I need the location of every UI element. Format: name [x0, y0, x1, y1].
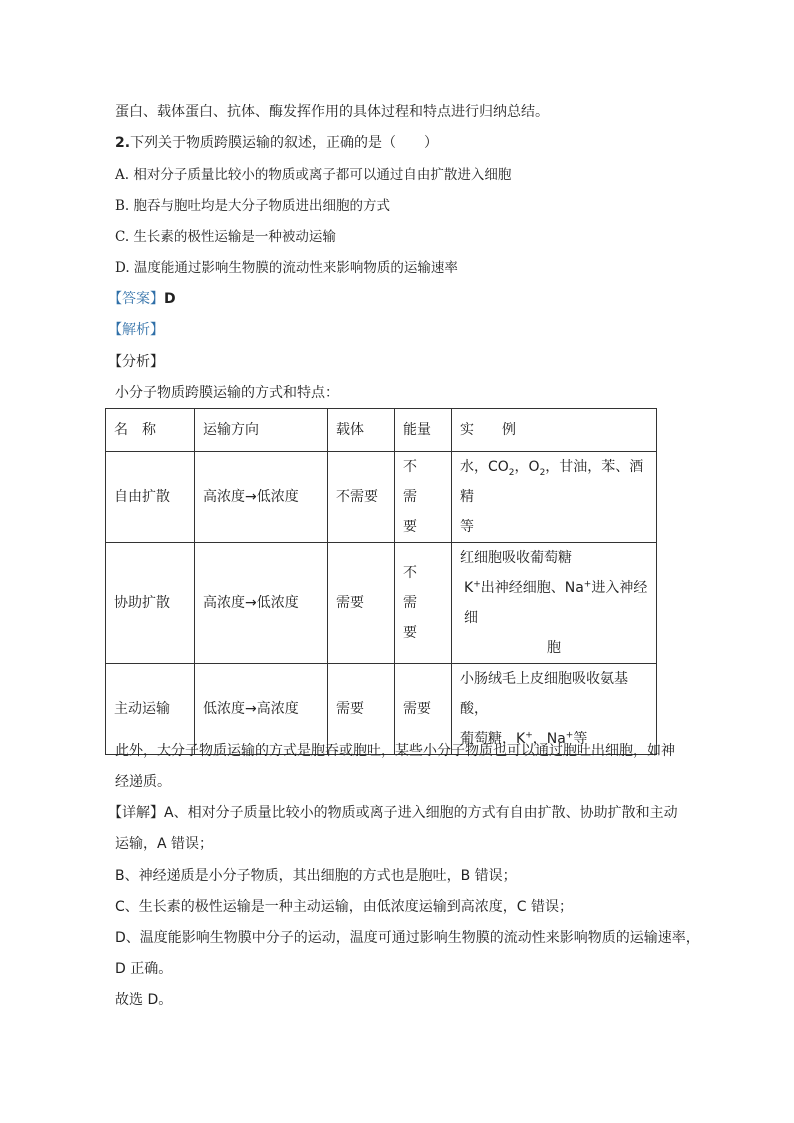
question-stem: 下列关于物质跨膜运输的叙述，正确的是（ ）	[130, 135, 439, 151]
th-carrier: 载体	[328, 409, 395, 452]
ex-sub: 2	[539, 467, 546, 478]
detail-line-2: 运输，A 错误；	[115, 836, 214, 852]
ex-sup: +	[565, 730, 574, 741]
option-b: B. 胞吞与胞吐均是大分子物质进出细胞的方式	[115, 198, 391, 214]
text-line-1: 蛋白、载体蛋白、抗体、酶发挥作用的具体过程和特点进行归纳总结。	[115, 104, 549, 120]
after-table-line-1: 此外，大分子物质运输的方式是胞吞或胞吐，某些小分子物质也可以通过胞吐出细胞，如神	[115, 743, 675, 759]
ex-text: K	[464, 580, 474, 596]
detail-line-1	[108, 803, 678, 823]
detail-tag: 【详解】	[108, 805, 164, 821]
answer-tag: 【答案】	[108, 291, 164, 307]
energy-line-2: 要	[403, 625, 417, 641]
th-name: 名 称	[106, 409, 195, 452]
detail-line-3: B、神经递质是小分子物质，其出细胞的方式也是胞吐，B 错误；	[115, 868, 517, 884]
cell-direction: 低浓度→高浓度	[195, 664, 328, 755]
ex-sup: +	[583, 579, 592, 590]
th-example: 实 例	[452, 409, 657, 452]
cell-carrier: 需要	[328, 664, 395, 755]
answer-value: D	[164, 291, 176, 307]
table-row	[106, 452, 657, 543]
cell-name: 自由扩散	[106, 452, 195, 543]
cell-direction: 高浓度→低浓度	[195, 543, 328, 664]
th-direction: 运输方向	[195, 409, 328, 452]
transport-table	[105, 408, 657, 755]
example-line-1	[460, 452, 648, 512]
th-energy: 能量	[395, 409, 452, 452]
ex-sup: +	[473, 579, 481, 590]
example-line-2: 等	[460, 519, 474, 535]
cell-energy: 需要	[395, 664, 452, 755]
table-intro: 小分子物质跨膜运输的方式和特点：	[115, 385, 339, 401]
ex-text: 葡萄糖，K	[460, 731, 526, 747]
after-table-line-2: 经递质。	[115, 774, 171, 790]
detail-line-5: D、温度能影响生物膜中分子的运动，温度可通过影响生物膜的流动性来影响物质的运输速率，	[115, 930, 700, 946]
example-line-2	[460, 573, 648, 633]
energy-line-2: 要	[403, 519, 417, 535]
cell-name: 主动运输	[106, 664, 195, 755]
ex-text: 等	[573, 731, 588, 747]
ex-text: 进入神经细	[464, 580, 648, 626]
example-line-3: 胞	[547, 640, 561, 656]
ex-sup: +	[525, 730, 533, 741]
cell-energy	[395, 452, 452, 543]
ex-sub: 2	[508, 467, 515, 478]
cell-direction: 高浓度→低浓度	[195, 452, 328, 543]
question-number: 2.	[115, 135, 131, 151]
cell-name: 协助扩散	[106, 543, 195, 664]
option-a: A. 相对分子质量比较小的物质或离子都可以通过自由扩散进入细胞	[115, 167, 512, 183]
ex-text: ，O	[514, 459, 540, 475]
ex-text: 水，CO	[460, 459, 509, 475]
cell-carrier: 不需要	[328, 452, 395, 543]
cell-example	[452, 543, 657, 664]
detail-line-4: C、生长素的极性运输是一种主动运输，由低浓度运输到高浓度，C 错误；	[115, 899, 573, 915]
table-row	[106, 543, 657, 664]
answer-line	[108, 289, 176, 309]
detail-text: A、相对分子质量比较小的物质或离子进入细胞的方式有自由扩散、协助扩散和主动	[164, 805, 678, 821]
cell-carrier: 需要	[328, 543, 395, 664]
ex-text: ，甘油，苯、酒精	[460, 459, 644, 505]
energy-line-1: 不 需	[403, 459, 431, 505]
fenxi-tag: 【分析】	[108, 354, 164, 370]
cell-example	[452, 452, 657, 543]
option-c: C. 生长素的极性运输是一种被动运输	[115, 229, 336, 245]
ex-text: 出神经细胞、Na	[480, 580, 584, 596]
example-line-1: 红细胞吸收葡萄糖	[460, 550, 572, 566]
question-2	[115, 133, 438, 153]
detail-line-7: 故选 D。	[115, 992, 173, 1008]
example-line-1: 小肠绒毛上皮细胞吸收氨基酸，	[460, 671, 628, 717]
ex-text: ，Na	[532, 731, 566, 747]
analysis-tag: 【解析】	[108, 322, 164, 338]
detail-line-6: D 正确。	[115, 961, 173, 977]
table-header-row	[106, 409, 657, 452]
option-d: D. 温度能通过影响生物膜的流动性来影响物质的运输速率	[115, 260, 458, 276]
energy-line-1: 不 需	[403, 565, 431, 611]
cell-energy	[395, 543, 452, 664]
